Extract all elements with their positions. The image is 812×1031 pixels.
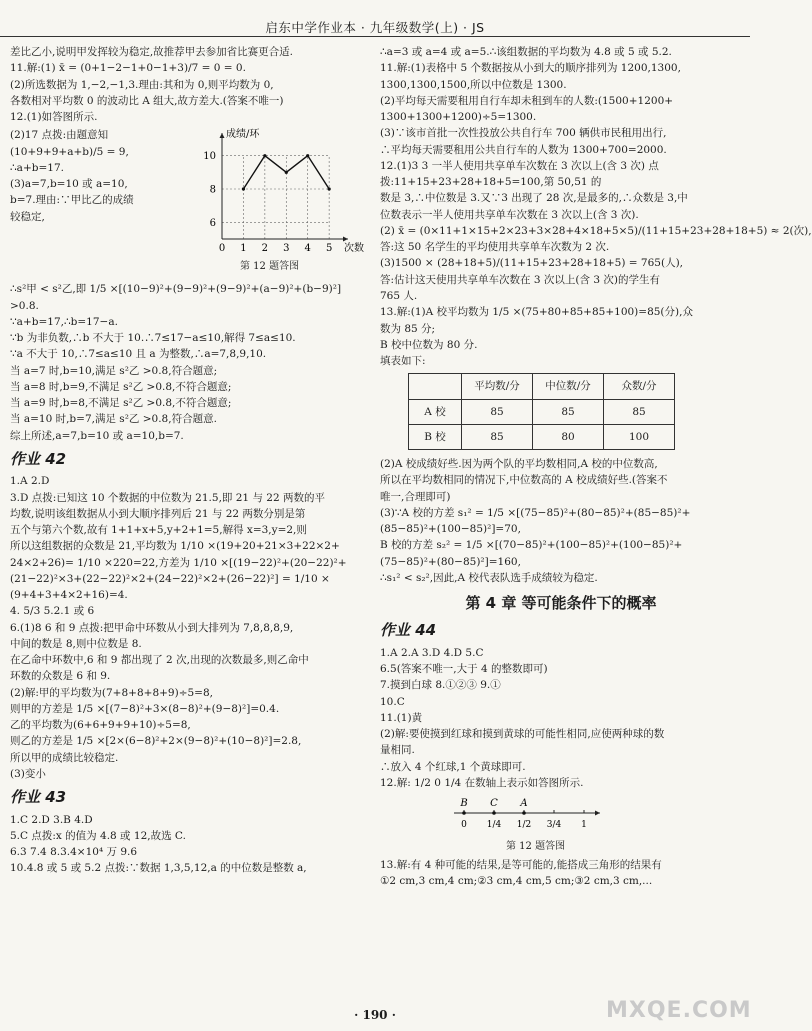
right-end-lines [380,857,742,890]
text-line: b=7.理由:∵甲比乙的成绩 [10,194,134,207]
text-line: 10.4.8 或 5 或 5.2 点拨:∵数据 1,3,5,12,a 的中位数是整数 a, [10,862,307,875]
watermark-logo: MXQE.COM [606,998,752,1023]
text-line: 6.5(答案不唯一,大于 4 的整数即可) [380,663,548,675]
text-line: 乙的平均数为(6+6+9+9+10)÷5=8, [10,719,191,732]
right-44-lines [380,645,742,791]
number-line-point-label: C [490,798,498,810]
text-line: 13.解:有 4 种可能的结果,是等可能的,能搭成三角形的结果有 [380,859,662,872]
text-line: 5.C 点拨:x 的值为 4.8 或 12,故选 C. [10,829,186,842]
text-line: (2)A 校成绩好些.因为两个队的平均数相同,A 校的中位数高, [380,458,658,471]
number-line-tick-label: 1/4 [486,820,502,831]
text-line: 拨:11+15+23+28+18+5=100,第 50,51 的 [380,176,602,189]
text-line: (3)1500 × (28+18+5)/(11+15+23+28+18+5) = 765(人), [380,257,684,270]
text-line: B 校中位数为 80 分. [380,338,478,351]
text-line: 11.(1)黄 [380,711,423,724]
text-line: 1.C 2.D 3.B 4.D [10,813,93,826]
table-cell: 85 [462,399,533,424]
x-axis-label: 次数 [344,243,364,255]
text-line: (9+4+3+4×2+16)=4. [10,589,128,602]
text-line: ∴s²甲 < s²乙,即 1/5 ×[(10−9)²+(9−9)²+(9−9)²+(a−9)²+(b−9)²] [10,283,342,296]
text-line: 量相同. [380,744,415,757]
table-header-cell [409,374,462,399]
table-cell: B 校 [409,424,462,449]
data-point [306,154,309,157]
text-line: ①2 cm,3 cm,4 cm;②3 cm,4 cm,5 cm;③2 cm,3 cm,... [380,875,653,888]
scores-table [408,373,675,450]
number-line-tick-label: 1/2 [516,820,532,831]
text-line: 10.C [380,695,405,708]
text-line: (2)所选数据为 1,−2,−1,3.理由:其和为 0,则平均数为 0, [10,78,274,91]
right-column [380,44,812,890]
text-line: 1300+1300+1200)÷5=1300. [380,111,537,124]
text-line: ∵a 不大于 10,∴7≤a≤10 且 a 为整数,∴a=7,8,9,10. [10,348,267,361]
x-tick-label: 2 [261,243,269,255]
text-line: 12.(1)3 3 一半人使用共享单车次数在 3 次以上(含 3 次) 点 [380,159,659,172]
text-line: (3)变小 [10,768,46,781]
left-top-lines [10,44,362,125]
y-axis-label: 成绩/环 [226,129,260,141]
text-line: 13.解:(1)A 校平均数为 1/5 ×(75+80+85+85+100)=85(分),众 [380,306,693,319]
text-line: 11.解:(1) x̄ = (0+1−2−1+0−1+3)/7 = 0 = 0. [10,62,246,75]
text-line: 数为 85 分; [380,322,436,335]
data-point [242,188,245,191]
x-axis-arrow [343,237,348,242]
table-cell: 85 [462,424,533,449]
q12-figure [10,127,362,279]
table-cell: A 校 [409,399,462,424]
number-line-point [522,811,526,815]
text-line: 当 a=10 时,b=7,满足 s²乙 >0.8,符合题意. [10,413,217,426]
text-line: 所以甲的成绩比较稳定. [10,751,119,764]
number-line-tick-label: 1 [581,820,587,831]
text-line: 当 a=9 时,b=8,不满足 s²乙 >0.8,不符合题意; [10,397,232,410]
y-tick-label: 8 [209,184,216,196]
y-axis-arrow [220,133,225,138]
q12-line-chart [200,127,364,257]
text-line: 数是 3,∴中位数是 3.又∵3 出现了 28 次,是最多的,∴众数是 3,中 [380,192,688,205]
text-line: 在乙命中环数中,6 和 9 都出现了 2 次,出现的次数最多,则乙命中 [10,654,309,667]
text-line: 3.D 点拨:已知这 10 个数据的中位数为 21.5,即 21 与 22 两数的平 [10,491,325,504]
y-tick-label: 6 [209,218,216,230]
number-line-point-label: B [460,798,468,810]
left-43-lines [10,812,362,877]
number-line-point-label: A [520,798,528,810]
text-line: 1.A 2.A 3.D 4.D 5.C [380,646,484,659]
right-after-table-lines [380,456,742,586]
text-line: ∵b 为非负数,∴b 不大于 10.∴7≤17−a≤10,解得 7≤a≤10. [10,332,296,345]
x-tick-label: 1 [240,243,247,255]
x-tick-label: 4 [304,243,311,255]
text-line: 1.A 2.D [10,475,50,488]
text-line: 12.(1)如答图所示. [10,111,98,124]
text-line: 差比乙小,说明甲发挥较为稳定,故推荐甲去参加省比赛更合适. [10,46,294,58]
page-number: · 190 · [354,1008,396,1022]
number-line-tick-label: 3/4 [546,820,562,831]
text-line: 6.3 7.4 8.3.4×10⁴ 万 9.6 [10,846,138,859]
number-line-point [462,811,466,815]
x-tick-label: 5 [325,243,333,255]
number-line-tick-label: 0 [461,820,467,831]
text-line: 当 a=7 时,b=10,满足 s²乙 >0.8,符合题意; [10,364,218,377]
text-line: (3)∵A 校的方差 s₁² = 1/5 ×[(75−85)²+(80−85)²+(85−85)²+ [380,506,691,519]
table-row [409,424,675,449]
page-header [0,0,750,37]
text-line: 12.解: 1/2 0 1/4 在数轴上表示如答图所示. [380,776,584,789]
table-cell: 100 [604,424,675,449]
text-line: 综上所述,a=7,b=10 或 a=10,b=7. [10,429,184,442]
text-line: (10+9+9+a+b)/5 = 9, [10,145,129,158]
text-line: 填表如下: [380,355,426,368]
text-line: (2)平均每天需要租用自行车却未租到车的人数:(1500+1200+ [380,94,674,107]
text-line: 则乙的方差是 1/5 ×[2×(6−8)²+2×(9−8)²+(10−8)²]=2.8, [10,735,302,748]
table-cell: 85 [604,399,675,424]
table-cell: 80 [533,424,604,449]
left-column [10,44,362,877]
x-tick-label: 0 [218,243,226,255]
q12-text [10,127,195,225]
number-line-arrow [595,811,600,816]
text-line: 765 人. [380,289,418,302]
data-point [328,188,331,191]
text-line: 24×2+26)= 1/10 ×220=22,方差为 1/10 ×[(19−22)²+(20−22)²+ [10,556,347,569]
text-line: 中间的数是 8,则中位数是 8. [10,637,142,650]
text-line: 各数相对平均数 0 的波动比 A 组大,故方差大.(答案不唯一) [10,94,284,107]
table-header-cell: 平均数/分 [462,374,533,399]
left-mid-lines [10,281,362,444]
chart-caption: 第 12 题答图 [240,261,300,273]
text-line: 所以在平均数相同的情况下,中位数高的 A 校成绩好些.(答案不 [380,474,668,487]
text-line: B 校的方差 s₂² = 1/5 ×[(70−85)²+(100−85)²+(100−85)²+ [380,539,683,552]
number-line [450,793,610,837]
text-line: 唯一,合理即可) [380,490,451,503]
text-line: 4. 5/3 5.2.1 或 6 [10,605,95,618]
text-line: 11.解:(1)表格中 5 个数据按从小到大的顺序排列为 1200,1300, [380,62,681,75]
section-title-44: 作业 44 [380,621,437,640]
data-point [263,154,266,157]
header-title: 启东中学作业本 · 九年级数学(上) · JS [265,20,485,35]
text-line: (2) x̄ = (0×11+1×15+2×23+3×28+4×18+5×5)/(11+15+23+28+18+5) ≈ 2(次), [380,224,812,237]
text-line: (21−22)²×3+(22−22)²×2+(24−22)²×2+(26−22)²] = 1/10 × [10,572,330,585]
text-line: 答:这 50 名学生的平均使用共享单车次数为 2 次. [380,241,610,254]
table-cell: 85 [533,399,604,424]
data-point [285,171,288,174]
section-title-42: 作业 42 [10,449,67,468]
text-line: (2)解:甲的平均数为(7+8+8+8+9)÷5=8, [10,686,213,699]
text-line: 位数表示一半人使用共享单车次数在 3 次以上(含 3 次). [380,208,639,221]
text-line: (75−85)²+(80−85)²]=160, [380,555,521,568]
x-tick-label: 3 [283,243,290,255]
text-line: (2)解:要使摸到红球和摸到黄球的可能性相同,应使两种球的数 [380,728,665,741]
text-line: (85−85)²+(100−85)²]=70, [380,523,521,536]
number-line-caption: 第 12 题答图 [506,841,566,853]
text-line: 所以这组数据的众数是 21,平均数为 1/10 ×(19+20+21×3+22×2+ [10,540,340,553]
text-line: (3)a=7,b=10 或 a=10, [10,178,128,191]
text-line: 均数,说明该组数据从小到大顺序排列后 21 与 22 两数分别是第 [10,507,306,520]
text-line: ∴s₁² < s₂²,因此,A 校代表队选手成绩较为稳定. [380,571,598,584]
text-line: ∴放入 4 个红球,1 个黄球即可. [380,760,526,773]
left-42-lines [10,473,362,782]
text-line: 当 a=8 时,b=9,不满足 s²乙 >0.8,不符合题意; [10,380,232,393]
section-title-43: 作业 43 [10,788,67,807]
text-line: ∴a+b=17. [10,161,64,174]
table-header-cell: 中位数/分 [533,374,604,399]
text-line: 1300,1300,1500,所以中位数是 1300. [380,78,567,91]
number-line-figure [380,793,742,857]
text-line: 7.摸到白球 8.①②③ 9.① [380,679,501,692]
table-header-cell: 众数/分 [604,374,675,399]
text-line: 环数的众数是 6 和 9. [10,670,111,683]
table-row [409,399,675,424]
text-line: 6.(1)8 6 和 9 点拨:把甲命中环数从小到大排列为 7,8,8,8,9, [10,621,294,634]
right-top-lines [380,44,812,369]
text-line: 则甲的方差是 1/5 ×[(7−8)²+3×(8−8)²+(9−8)²]=0.4. [10,702,280,715]
y-tick-label: 10 [203,151,216,163]
text-line: 答:估计这天使用共享单车次数在 3 次以上(含 3 次)的学生有 [380,273,660,286]
text-line: (2)17 点拨:由题意知 [10,129,109,142]
text-line: 五个与第六个数,故有 1+1+x+5,y+2+1=5,解得 x=3,y=2,则 [10,524,307,537]
text-line: ∴a=3 或 a=4 或 a=5.∴该组数据的平均数为 4.8 或 5 或 5.2. [380,46,672,58]
chapter-title: 第 4 章 等可能条件下的概率 [465,594,657,613]
text-line: >0.8. [10,299,39,312]
text-line: 较稳定, [10,210,45,223]
text-line: ∴平均每天需要租用公共自行车的人数为 1300+700=2000. [380,143,667,156]
text-line: ∵a+b=17,∴b=17−a. [10,315,118,328]
text-line: (3)∵该市首批一次性投放公共自行车 700 辆供市民租用出行, [380,127,667,140]
number-line-point [492,811,496,815]
table-header-row [409,374,675,399]
